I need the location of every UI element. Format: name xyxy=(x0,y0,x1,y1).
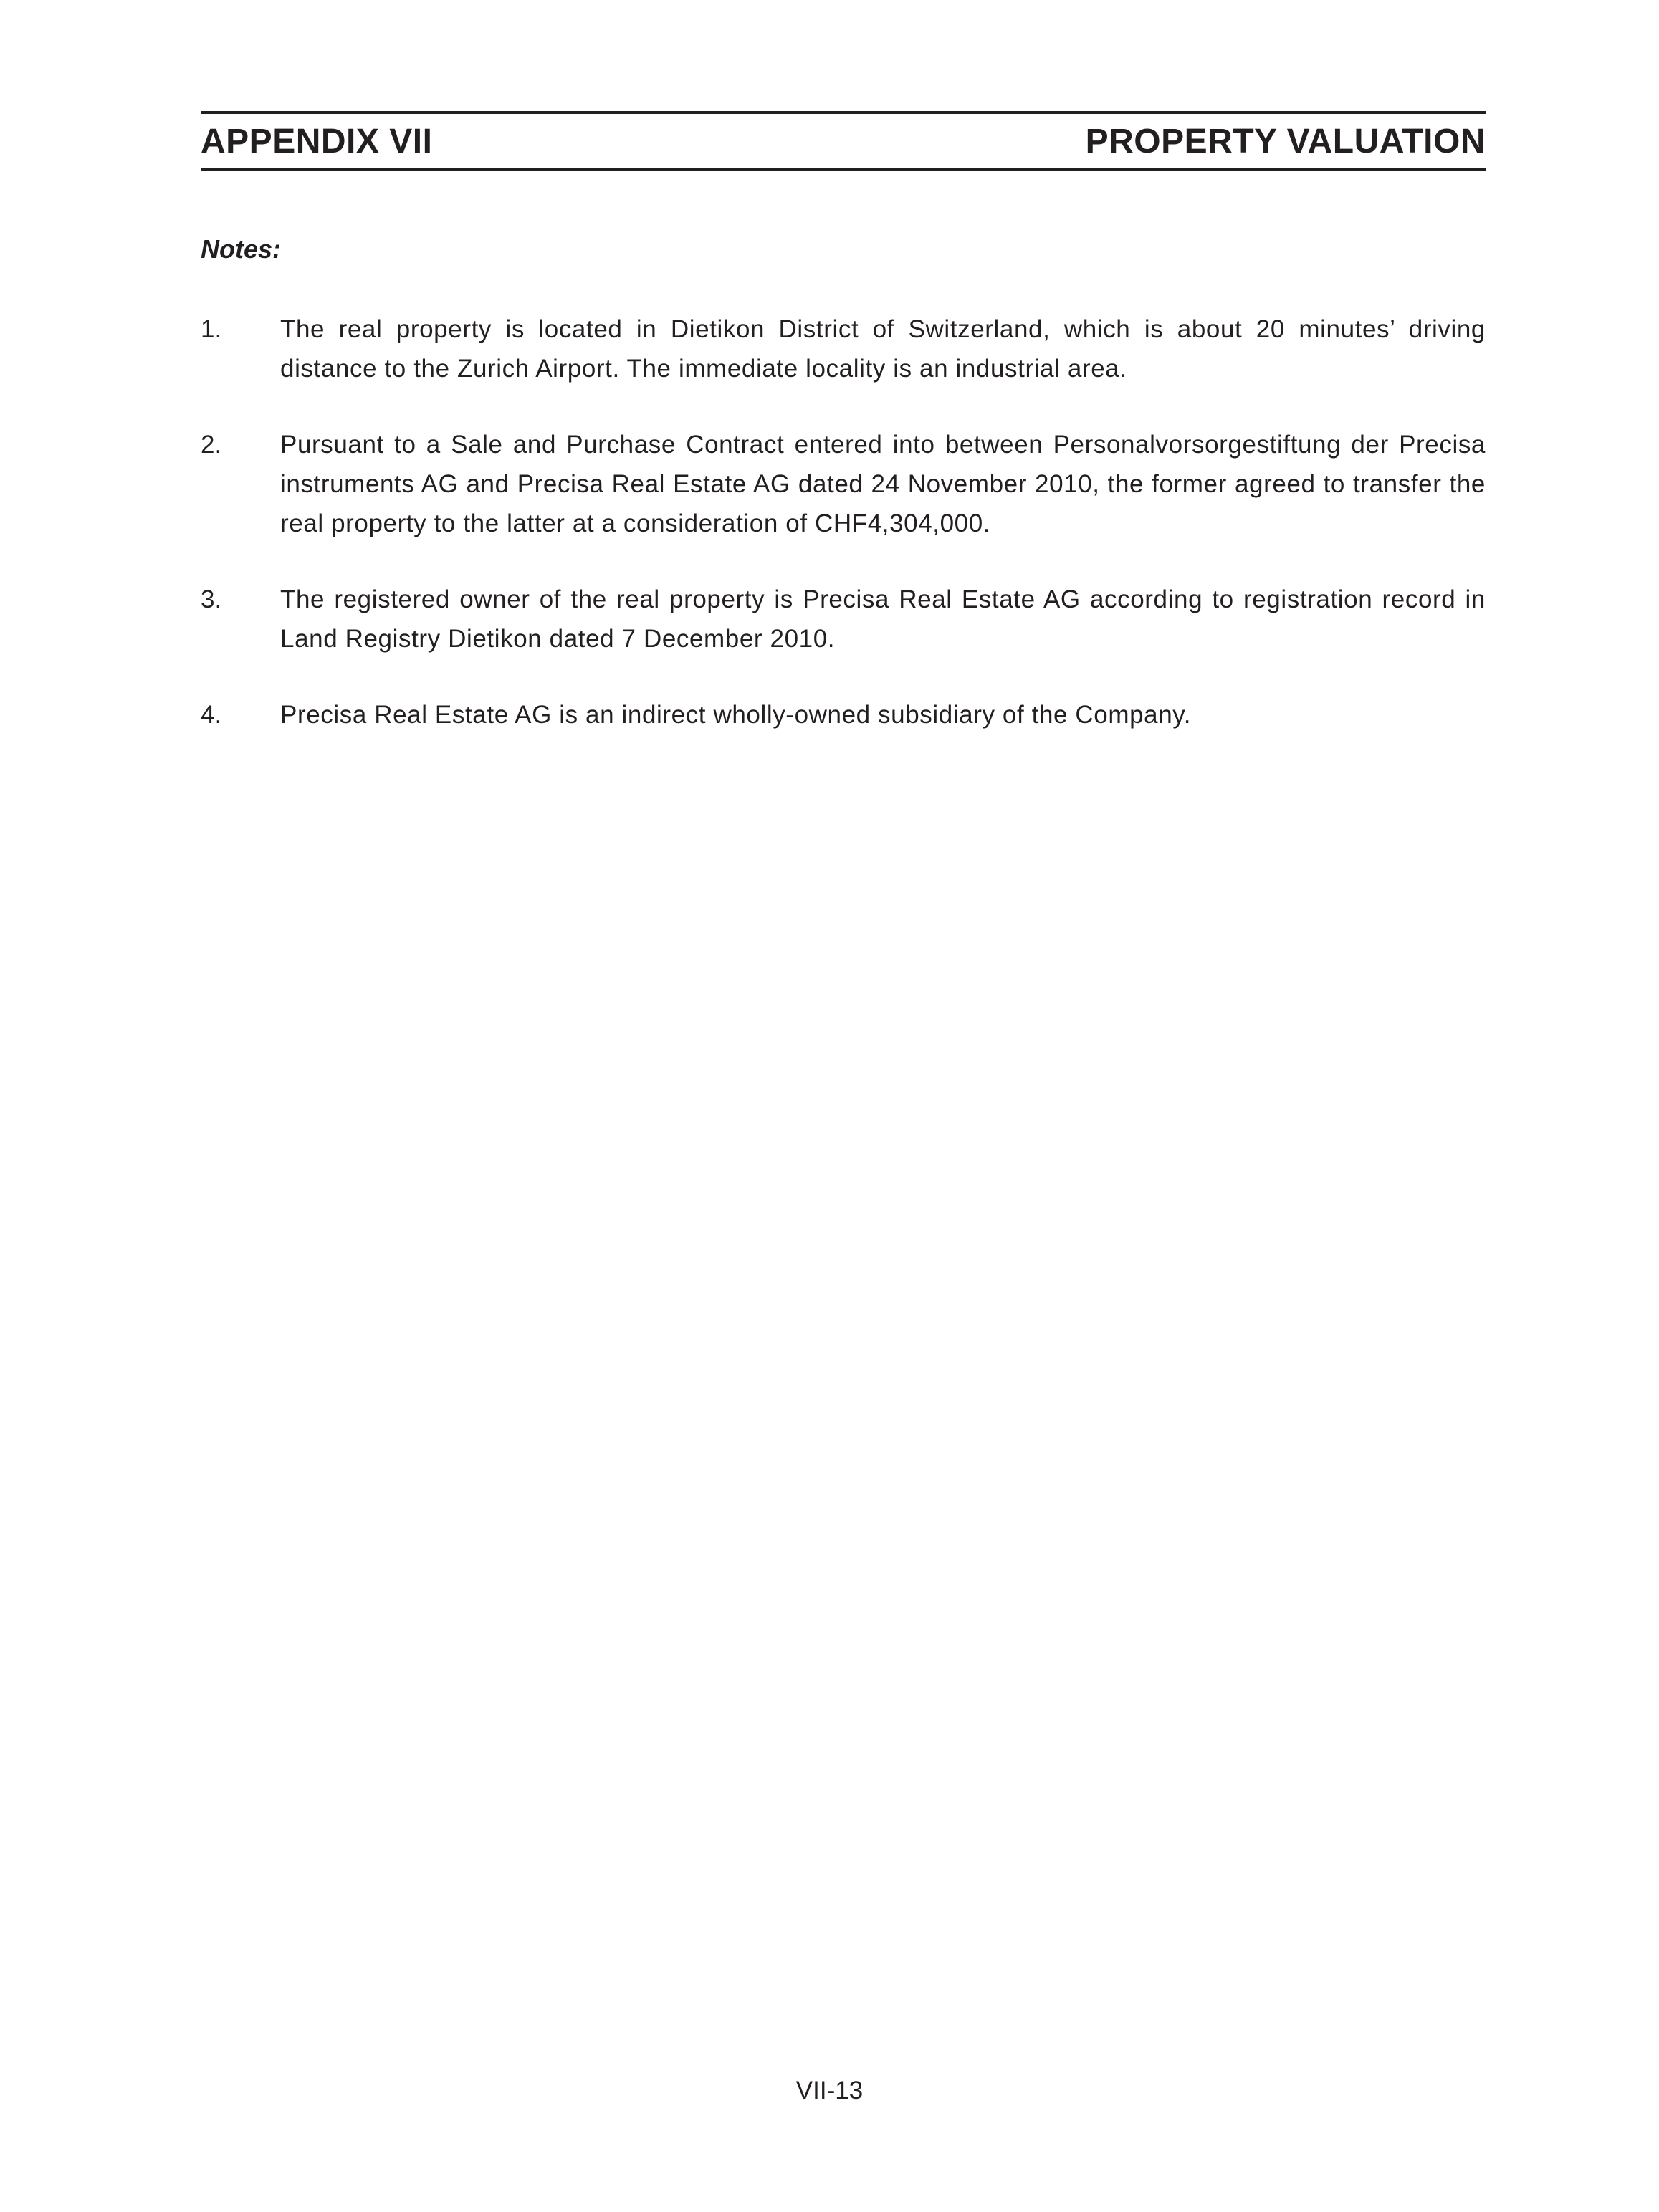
note-number: 3. xyxy=(201,585,222,613)
note-number: 2. xyxy=(201,431,222,459)
note-item-3 xyxy=(201,580,1486,659)
page-number: VII-13 xyxy=(795,2077,864,2105)
note-text: Pursuant to a Sale and Purchase Contract entered into between Personalvorsorgestiftung der Precisa instruments AG and Precisa Real Estate AG dated 24 November 2010, the former agreed to transfer the real property to the latter at a consideration of CHF4,304,000. xyxy=(280,431,1486,537)
note-number: 4. xyxy=(201,701,222,729)
note-number: 1. xyxy=(201,315,222,343)
appendix-title: APPENDIX VII xyxy=(201,122,433,161)
note-text: The registered owner of the real property is Precisa Real Estate AG according to registration record in Land Registry Dietikon dated 7 December 2010. xyxy=(280,585,1486,653)
section-title: PROPERTY VALUATION xyxy=(1085,122,1486,161)
note-item-2 xyxy=(201,425,1486,543)
page-header xyxy=(201,111,1486,171)
notes-heading: Notes: xyxy=(201,234,282,264)
note-text: The real property is located in Dietikon District of Switzerland, which is about 20 minutes’ driving distance to the Zurich Airport. The immediate locality is an industrial area. xyxy=(280,315,1486,383)
note-item-1 xyxy=(201,310,1486,388)
note-text: Precisa Real Estate AG is an indirect wholly-owned subsidiary of the Company. xyxy=(280,701,1192,729)
note-item-4 xyxy=(201,695,1486,734)
notes-list xyxy=(201,310,1486,771)
